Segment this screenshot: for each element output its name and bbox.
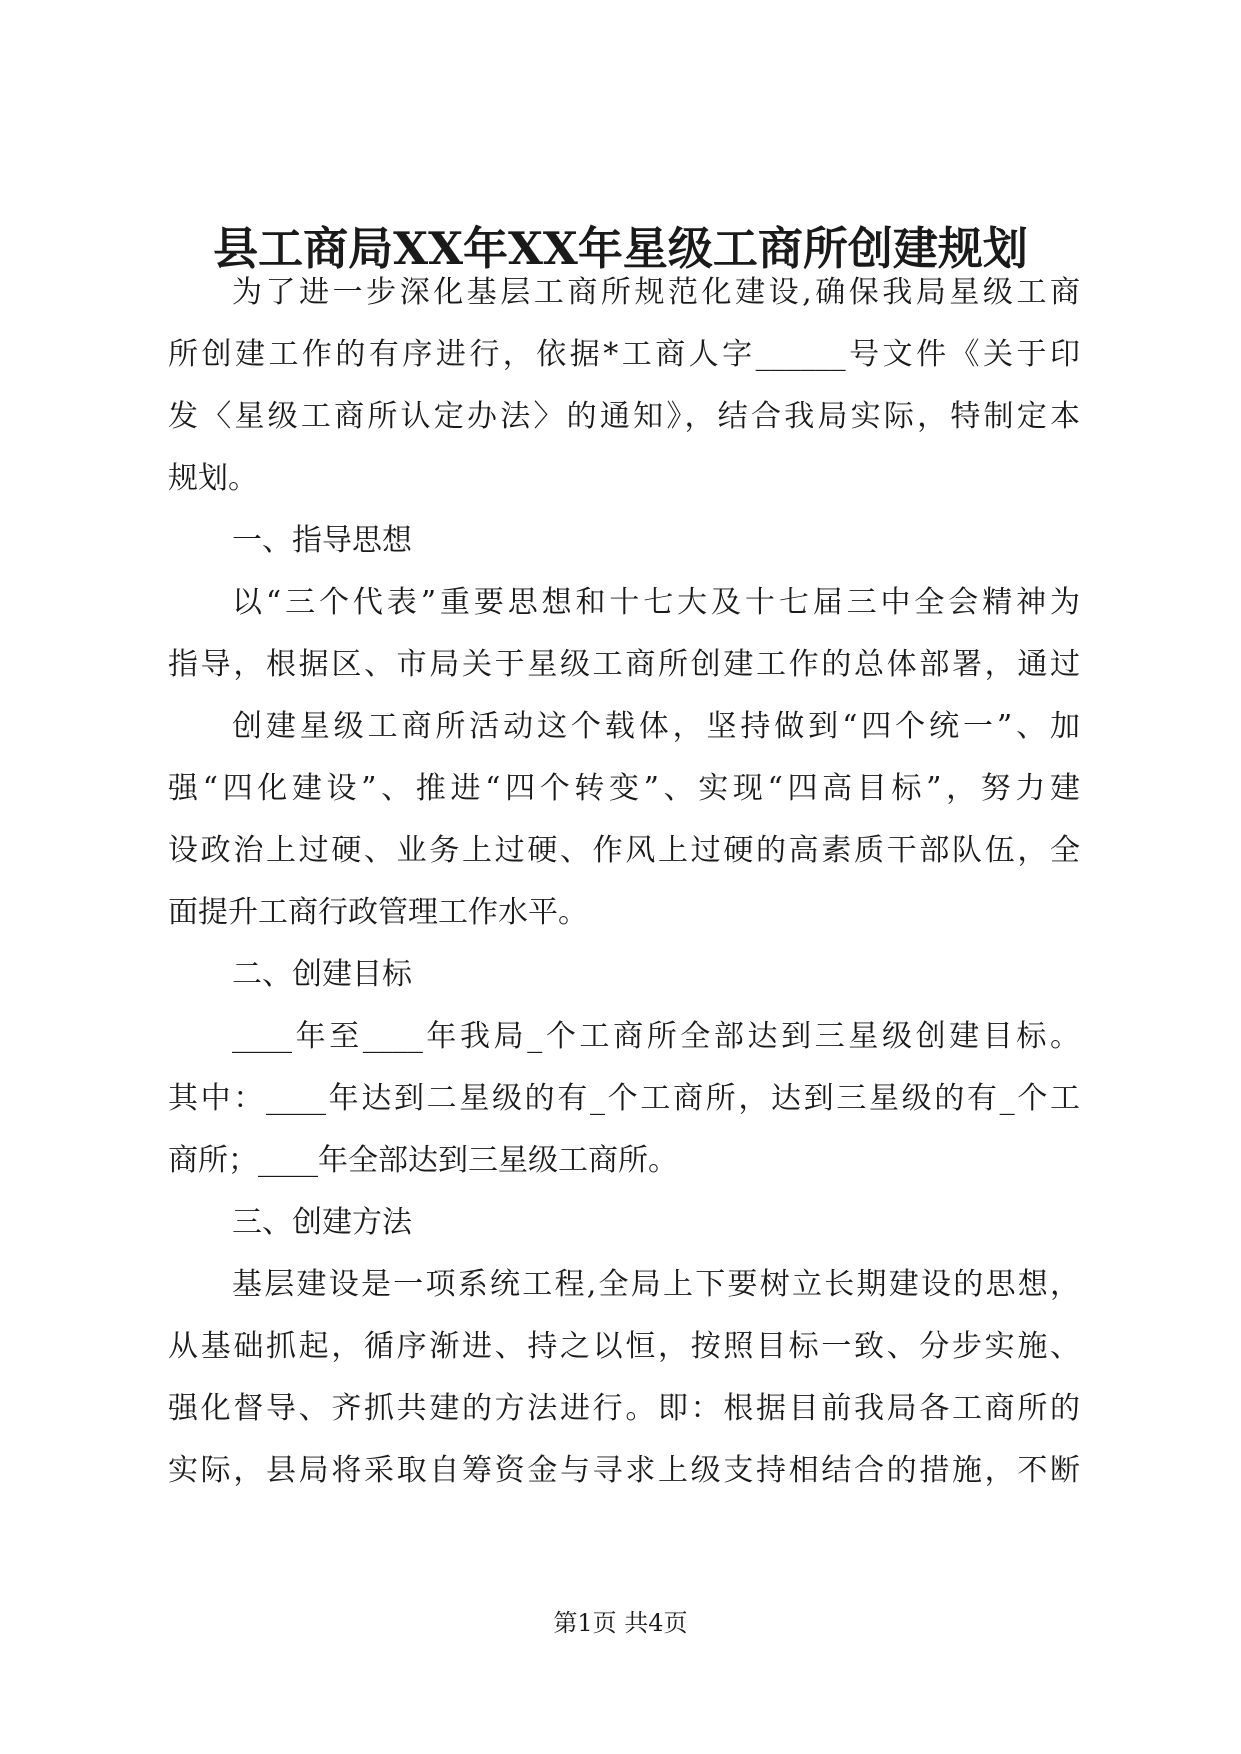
paragraph-line: 强化督导、齐抓共建的方法进行。即：根据目前我局各工商所的: [168, 1391, 1080, 1426]
paragraph-line: 其中：____年达到二星级的有_个工商所，达到三星级的有_个工: [168, 1081, 1080, 1116]
paragraph-line: 指导，根据区、市局关于星级工商所创建工作的总体部署，通过: [168, 647, 1080, 682]
paragraph-line: 为了进一步深化基层工商所规范化建设,确保我局星级工商: [232, 275, 1080, 310]
page-footer: 第1页 共4页: [553, 1609, 688, 1637]
paragraph-line: 从基础抓起，循序渐进、持之以恒，按照目标一致、分步实施、: [168, 1329, 1080, 1364]
paragraph-line: 创建星级工商所活动这个载体，坚持做到“四个统一”、加: [232, 709, 1080, 744]
paragraph-line: 设政治上过硬、业务上过硬、作风上过硬的高素质干部队伍，全: [168, 833, 1080, 868]
paragraph-line: ____年至____年我局_个工商所全部达到三星级创建目标。: [232, 1019, 1080, 1054]
paragraph-line: 面提升工商行政管理工作水平。: [168, 895, 588, 930]
paragraph-line: 规划。: [168, 461, 258, 496]
paragraph-line: 所创建工作的有序进行，依据*工商人字______号文件《关于印: [168, 337, 1080, 372]
paragraph-line: 实际，县局将采取自筹资金与寻求上级支持相结合的措施，不断: [168, 1453, 1080, 1488]
section-heading: 一、指导思想: [232, 523, 412, 558]
document-title: 县工商局XX年XX年星级工商所创建规划: [213, 222, 1028, 275]
paragraph-line: 基层建设是一项系统工程,全局上下要树立长期建设的思想，: [232, 1267, 1080, 1302]
paragraph-line: 发〈星级工商所认定办法〉的通知》，结合我局实际，特制定本: [168, 399, 1080, 434]
section-heading: 二、创建目标: [232, 957, 412, 992]
paragraph-line: 以“三个代表”重要思想和十七大及十七届三中全会精神为: [232, 585, 1080, 620]
paragraph-line: 强“四化建设”、推进“四个转变”、实现“四高目标”，努力建: [168, 771, 1080, 806]
paragraph-line: 商所；____年全部达到三星级工商所。: [168, 1143, 678, 1178]
section-heading: 三、创建方法: [232, 1205, 412, 1240]
